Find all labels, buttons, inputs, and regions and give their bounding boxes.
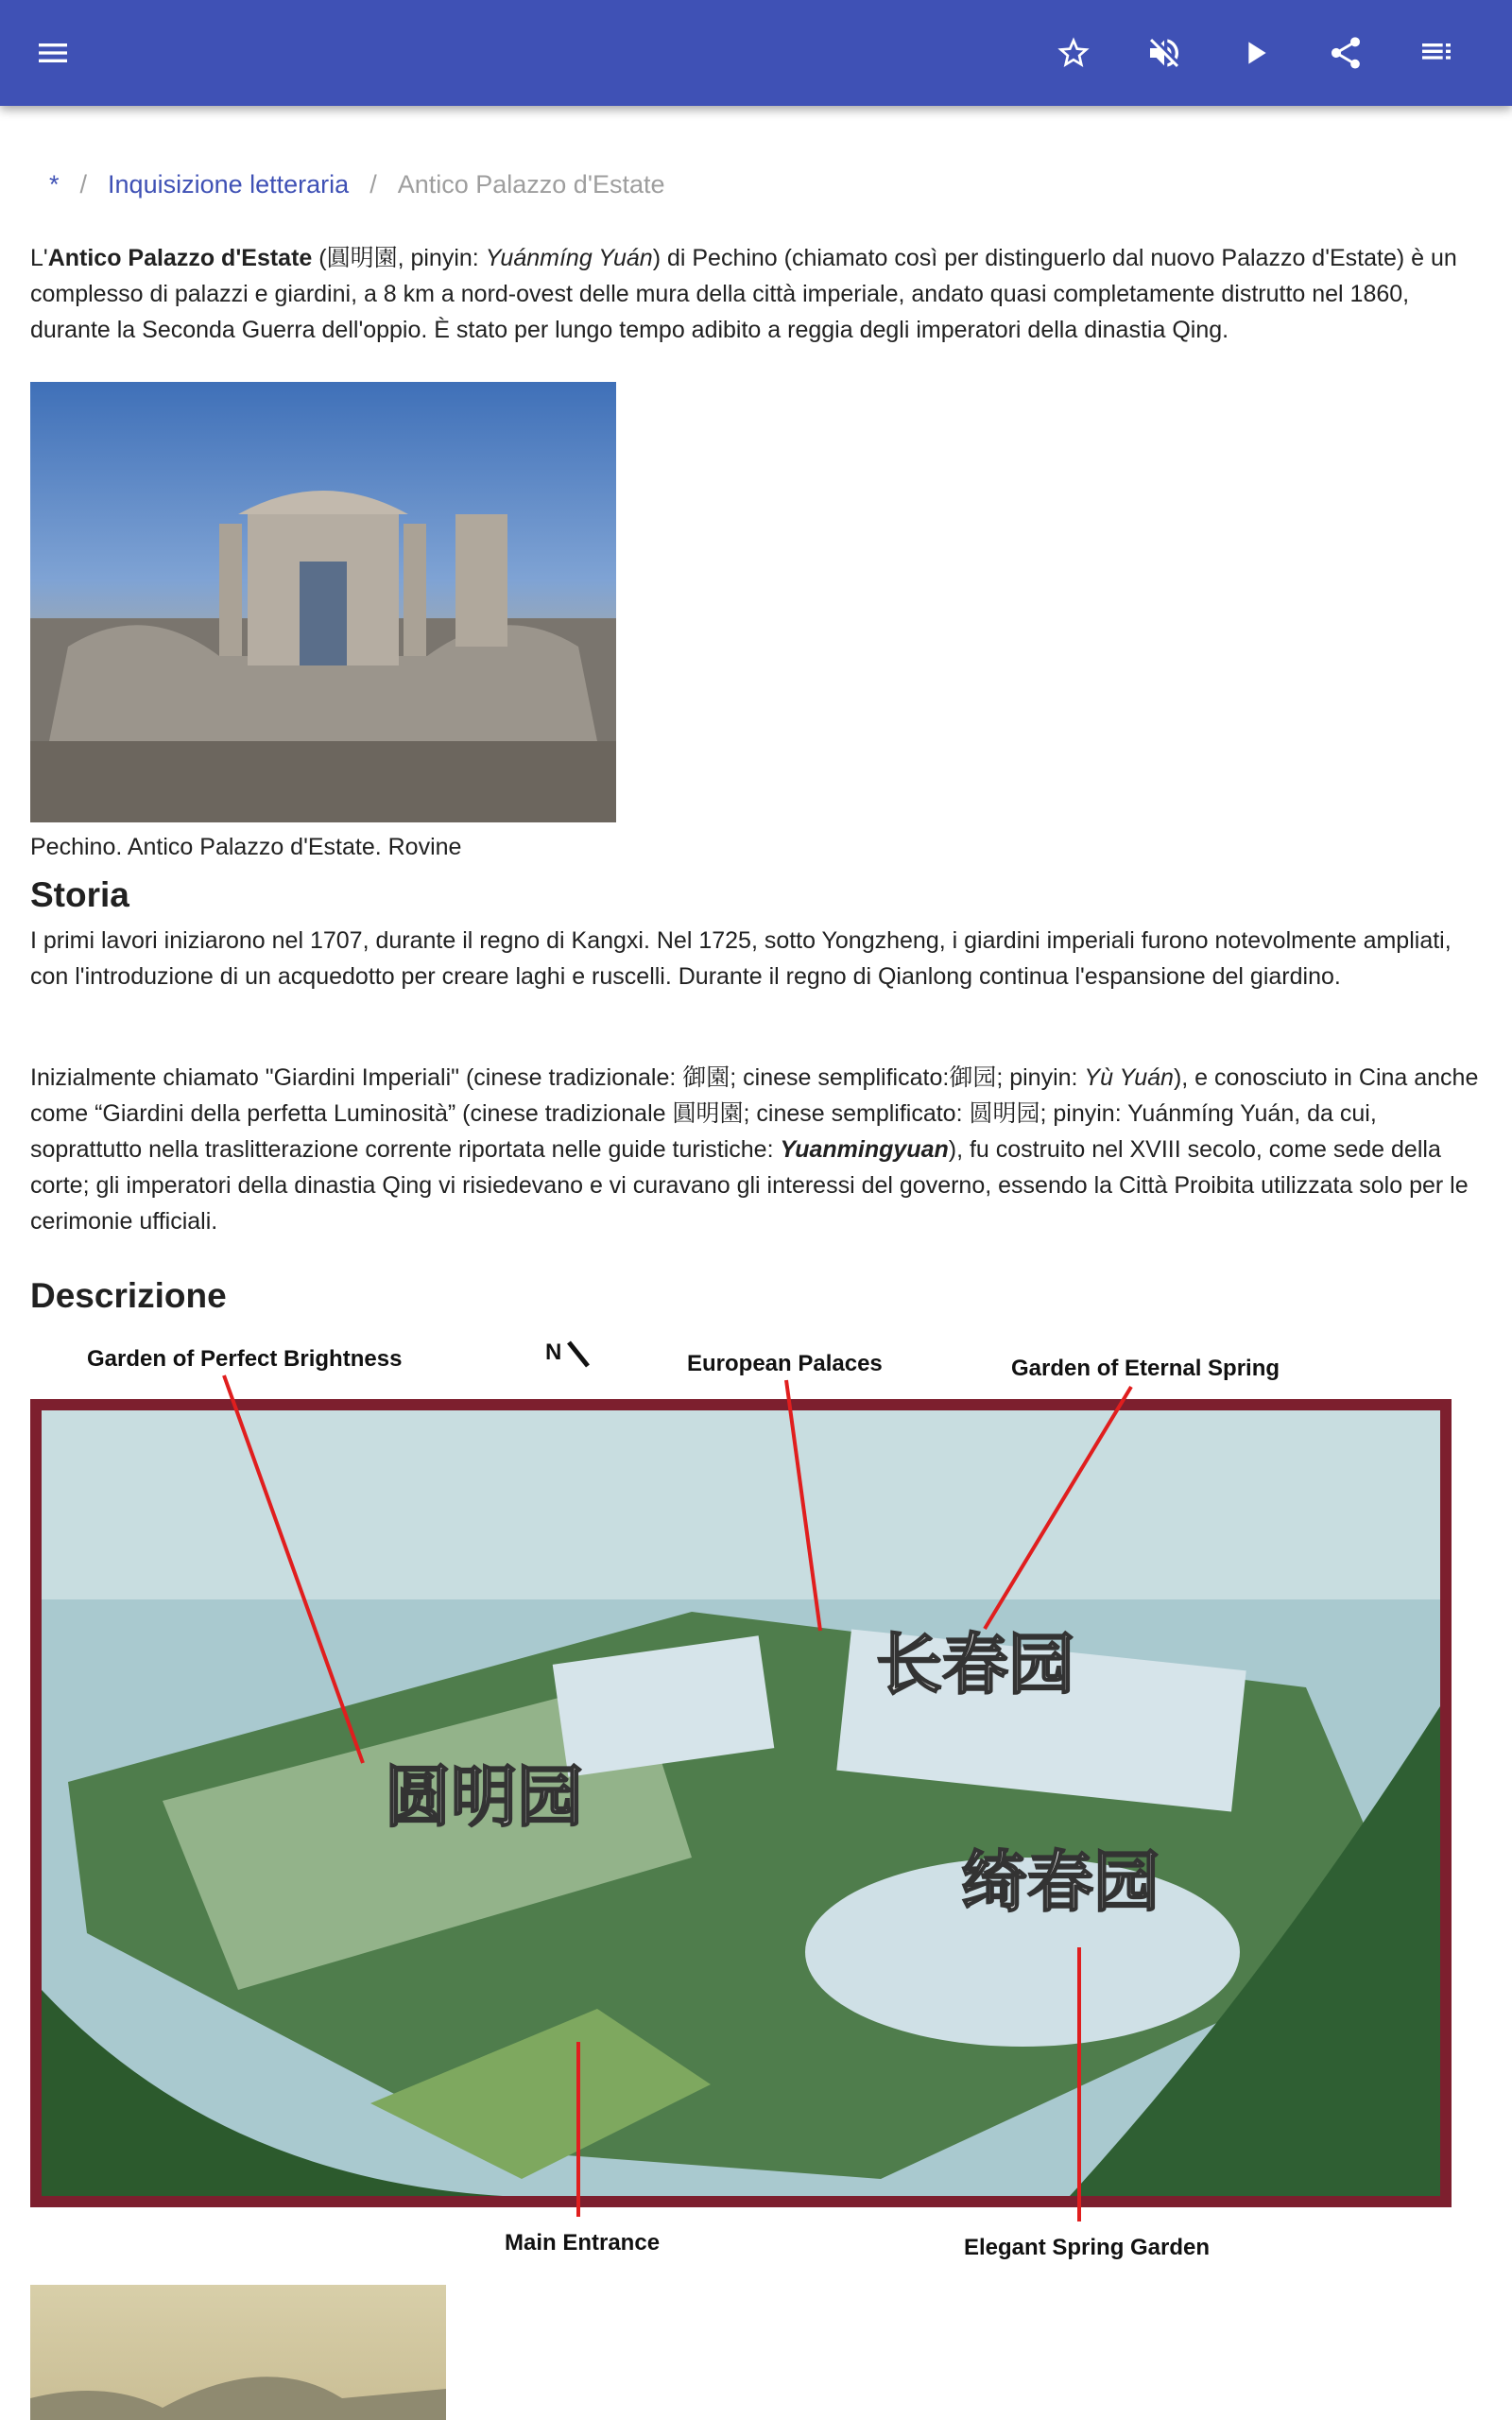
map-label-elegant-spring: Elegant Spring Garden <box>964 2235 1211 2260</box>
volume-off-icon[interactable] <box>1142 30 1187 76</box>
section-heading-storia: Storia <box>30 875 129 914</box>
play-icon[interactable] <box>1232 30 1278 76</box>
map-label-perfect-brightness: Garden of Perfect Brightness <box>87 1346 403 1372</box>
text: ), e conosciuto in Cina anche come “Giardini della perfetta Luminosità” (cinese tradizionale 圓明園; cinese semplificato: 圆明园; pinyin: Yuánmíng Yuán, da cui, soprattutto nella traslitterazione corrente riportata nelle guide turistiche: <box>30 1064 1479 1163</box>
map-chars-yuanming: 圆明园 <box>385 1760 583 1834</box>
breadcrumb <box>49 170 665 199</box>
map-chars-qichun: 绮春园 <box>961 1845 1160 1919</box>
map-label-european-palaces: European Palaces <box>687 1351 883 1376</box>
share-icon[interactable] <box>1323 30 1368 76</box>
breadcrumb-current: Antico Palazzo d'Estate <box>397 170 665 199</box>
storia-paragraph-1: I primi lavori iniziarono nel 1707, durante il regno di Kangxi. Nel 1725, sotto Yongzheng, i giardini imperiali furono notevolmente ampliati, con l'introduzione di un acquedotto per creare laghi e ruscelli. Durante il regno di Qianlong continua l'espansione del giardino. <box>30 927 1452 990</box>
article-title-bold: Antico Palazzo d'Estate <box>47 245 313 271</box>
map-chars-changchun: 长春园 <box>876 1628 1074 1702</box>
breadcrumb-parent[interactable]: Inquisizione letteraria <box>108 170 350 199</box>
section-heading-descrizione: Descrizione <box>30 1276 227 1315</box>
intro-paragraph <box>30 240 1486 348</box>
text: ), fu costruito nel XVIII secolo, come sede della corte; gli imperatori della dinastia Qing vi risiedevano e vi curavano gli interessi del governo, essendo la Città Proibita utilizzata solo per le cerimonie ufficiali. <box>30 1136 1469 1235</box>
painting-image[interactable] <box>30 2285 446 2420</box>
text: Inizialmente chiamato "Giardini Imperiali" (cinese tradizionale: 御園; cinese semplificato:御园; pinyin: <box>30 1064 1085 1091</box>
text: ) di Pechino (chiamato così per distinguerlo dal nuovo Palazzo d'Estate) è un complesso di palazzi e giardini, a 8 km a nord-ovest delle mura della città imperiale, andato quasi completamente distrutto nel 1860, durante la Seconda Guerra dell'oppio. È stato per lungo tempo adibito a reggia degli imperatori della dinastia Qing. <box>30 245 1457 343</box>
map-label-main-entrance: Main Entrance <box>505 2230 661 2256</box>
transliteration: Yuanmingyuan <box>780 1136 949 1163</box>
menu-icon[interactable] <box>30 30 76 76</box>
pinyin: Yuánmíng Yuán <box>485 245 653 271</box>
text: L' <box>30 245 48 271</box>
storia-paragraph-2 <box>30 1060 1486 1239</box>
breadcrumb-separator: / <box>369 170 377 199</box>
app-bar <box>0 0 1512 106</box>
map-label-north: N <box>545 1340 562 1365</box>
breadcrumb-home[interactable]: * <box>49 170 60 199</box>
text: (圓明園, pinyin: <box>312 245 486 271</box>
playlist-icon[interactable] <box>1414 30 1459 76</box>
breadcrumb-separator: / <box>79 170 88 199</box>
star-icon[interactable] <box>1051 30 1096 76</box>
figure-caption: Pechino. Antico Palazzo d'Estate. Rovine <box>30 834 462 860</box>
ruins-photo[interactable] <box>30 382 616 822</box>
map-label-eternal-spring: Garden of Eternal Spring <box>1011 1356 1280 1381</box>
palace-map-image[interactable] <box>30 1328 1486 2273</box>
pinyin: Yù Yuán <box>1084 1064 1174 1091</box>
